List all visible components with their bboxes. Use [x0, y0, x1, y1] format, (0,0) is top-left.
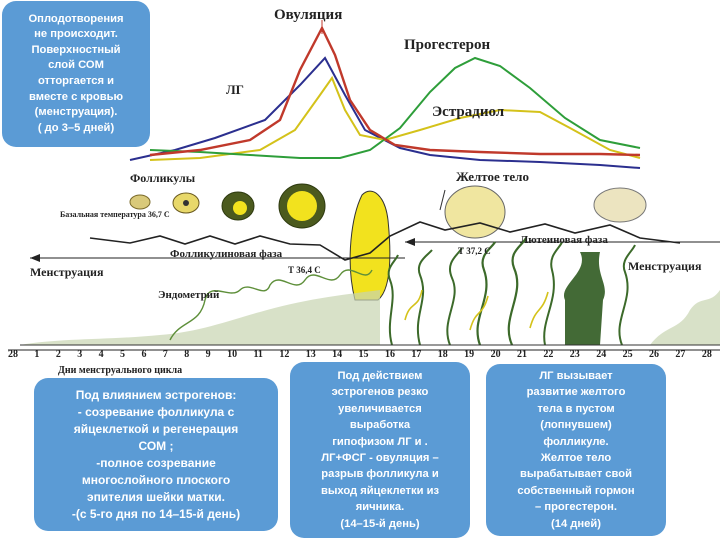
temp-high-label: Т 37,2 С — [458, 246, 491, 256]
box-line: (14 дней) — [551, 517, 601, 530]
day-number: 3 — [77, 349, 83, 360]
box-line: собственный гормон — [517, 484, 635, 497]
gland-1 — [389, 255, 398, 345]
box-line: эпителия шейки матки. — [87, 489, 225, 504]
box-line: - созревание фолликула с — [77, 404, 235, 419]
info-box-menstruation — [2, 1, 150, 147]
box-line: (14–15-й день) — [340, 517, 420, 530]
luteal-arrow — [405, 238, 415, 246]
day-number: 14 — [332, 349, 343, 360]
gland-5 — [509, 238, 526, 345]
box-line: Оплодотворения — [28, 12, 124, 25]
box-line: Поверхностный — [31, 43, 121, 56]
day-number: 6 — [141, 349, 147, 360]
gland-large — [564, 252, 605, 345]
corpus-luteum-1 — [445, 186, 505, 238]
box-line: вместе с кровью — [28, 90, 124, 103]
box-line: эстрогенов резко — [331, 386, 429, 399]
hormone-curves — [130, 20, 640, 168]
day-number: 8 — [184, 349, 190, 360]
box-line: Под влиянием эстрогенов: — [75, 387, 237, 402]
day-number: 23 — [569, 349, 580, 360]
follicle-2-center — [183, 200, 189, 206]
box-line: яичника. — [355, 501, 405, 514]
day-number: 9 — [205, 349, 211, 360]
day-number: 10 — [227, 349, 238, 360]
box-line: ЛГ вызывает — [539, 369, 613, 382]
day-number: 15 — [358, 349, 369, 360]
box-line: слой СОМ — [48, 59, 104, 72]
box-line: Под действием — [337, 369, 423, 382]
day-number: 1 — [34, 349, 40, 360]
box-line: выход яйцеклетки из — [320, 484, 440, 497]
day-number: 21 — [516, 349, 527, 360]
day-number: 22 — [543, 349, 554, 360]
day-number: 20 — [490, 349, 501, 360]
day-number: 7 — [162, 349, 168, 360]
day-axis-label: Дни менструального цикла — [58, 365, 183, 376]
follicle-1 — [130, 195, 150, 209]
box-line: увеличивается — [338, 402, 422, 415]
basal-temp-label: Базальная температура 36,7 С — [60, 210, 170, 219]
gland-4 — [478, 242, 495, 345]
day-number: 28 — [8, 349, 18, 360]
box-line: не происходит. — [34, 28, 118, 41]
box-line: (лопнувшем) — [540, 419, 612, 432]
day-number: 28 — [701, 349, 712, 360]
gland-3 — [447, 248, 462, 345]
day-number: 24 — [596, 349, 607, 360]
box-line: выработка — [349, 419, 411, 432]
box-line: гипофизом ЛГ и . — [332, 435, 428, 448]
day-number: 13 — [305, 349, 316, 360]
box-line: разрыв фолликула и — [321, 468, 439, 481]
box-line: -(с 5-го дня по 14–15-й день) — [71, 506, 241, 521]
info-box-corpus-luteum — [486, 364, 666, 536]
follicular-arrow — [30, 254, 40, 262]
box-line: фолликуле. — [543, 435, 609, 448]
box-line: ( до 3–5 дней) — [37, 121, 115, 134]
day-number: 17 — [411, 349, 422, 360]
box-line: ЛГ+ФСГ - овуляция – — [321, 452, 439, 464]
endometrium-label: Эндометрий — [158, 289, 220, 301]
day-number: 4 — [98, 349, 104, 360]
day-number: 27 — [675, 349, 686, 360]
follicular-phase-label: Фолликулиновая фаза — [170, 248, 283, 260]
box-line: многослойного плоского — [81, 472, 231, 487]
box-line: развитие желтого — [526, 386, 626, 399]
progesterone-label: Прогестерон — [404, 37, 491, 53]
box-line: СОМ ; — [138, 438, 174, 453]
box-line: отторгается и — [37, 75, 115, 87]
follicle-3-center — [233, 201, 247, 215]
follicles-label: Фолликулы — [130, 171, 196, 185]
temp-low-label: Т 36,4 С — [288, 265, 321, 275]
corpus-luteum-arrow — [440, 190, 445, 210]
day-number: 25 — [622, 349, 633, 360]
box-line: тела в пустом — [537, 402, 615, 415]
estradiol-label: Эстрадиол — [432, 104, 505, 120]
corpus-luteum-label: Желтое тело — [456, 169, 529, 184]
box-line: яйцеклеткой и регенерация — [73, 421, 239, 436]
lh-label: ЛГ — [226, 82, 244, 97]
corpus-luteum-2 — [594, 188, 646, 222]
box-line: Желтое тело — [540, 452, 612, 464]
day-number: 18 — [437, 349, 448, 360]
box-line: -полное созревание — [96, 455, 216, 470]
menstruation-right-tissue — [650, 290, 720, 345]
day-number: 2 — [55, 349, 61, 360]
progesterone-curve — [150, 58, 640, 158]
ruptured-follicle — [350, 191, 390, 300]
day-number: 11 — [253, 349, 263, 360]
ovulation-label: Овуляция — [274, 7, 343, 23]
day-number: 16 — [384, 349, 395, 360]
menstruation-right-label: Менструация — [628, 259, 702, 273]
follicle-4-center — [287, 191, 317, 221]
yellow-fronds — [405, 290, 548, 330]
day-number: 5 — [120, 349, 126, 360]
info-box-estrogen — [34, 378, 278, 531]
box-line: вырабатывает свой — [520, 468, 632, 481]
day-number: 26 — [649, 349, 660, 360]
menstruation-left-label: Менструация — [30, 265, 104, 279]
info-box-ovulation — [290, 362, 470, 538]
box-line: (менструация). — [34, 106, 118, 119]
box-line: – прогестерон. — [535, 501, 617, 514]
day-number: 19 — [464, 349, 475, 360]
day-number: 12 — [279, 349, 290, 360]
luteal-phase-label: Лютеиновая фаза — [520, 234, 608, 246]
